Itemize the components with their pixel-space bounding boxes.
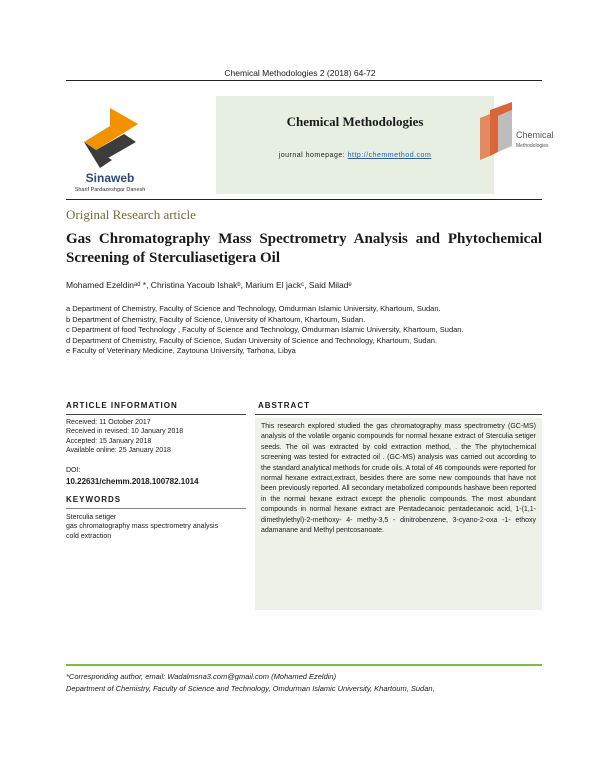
article-info-panel (66, 418, 246, 541)
article-info-heading: ARTICLE INFORMATION (66, 401, 178, 410)
svg-text:Chemical: Chemical (516, 130, 554, 140)
svg-text:Sharif Pardazeshgar Danesh: Sharif Pardazeshgar Danesh (74, 187, 146, 193)
journal-banner (66, 96, 554, 194)
homepage-label: journal homepage: (278, 152, 346, 159)
article-title: Gas Chromatography Mass Spectrometry Analysis and Phytochemical Screening of Sterculiasetigera Oil (66, 231, 542, 266)
header-rule (66, 80, 542, 81)
sinaweb-logo (66, 96, 154, 194)
affiliation-a: a Department of Chemistry, Faculty of Science and Technology, Omdurman Islamic University, Khartoum, Sudan. (66, 304, 441, 313)
keyword-item: Sterculia setiger (66, 513, 117, 521)
doi-label: DOI: (66, 466, 81, 474)
journal-title-box (216, 96, 494, 194)
journal-homepage (216, 152, 494, 159)
corresponding-address: Department of Chemistry, Faculty of Science and Technology, Omdurman Islamic University, Khartoum, Sudan, (66, 684, 435, 693)
abstract-rule (255, 414, 542, 415)
affiliations (66, 304, 542, 357)
online-date: Available online: 25 January 2018 (66, 447, 171, 455)
received-date: Received: 11 October 2017 (66, 419, 151, 426)
keywords-rule (66, 508, 246, 509)
banner-rule (66, 199, 542, 200)
article-type: Original Research article (66, 207, 196, 222)
keyword-item: cold extraction (66, 532, 112, 540)
journal-title: Chemical Methodologies (286, 114, 424, 129)
abstract-heading: ABSTRACT (258, 401, 310, 410)
affiliation-c: c Department of food Technology , Faculty of Science and Technology, Omdurman Islamic University, Khartoum, Sudan. (66, 325, 464, 335)
accepted-date: Accepted: 15 January 2018 (66, 437, 152, 445)
corresponding-author-footnote (66, 671, 542, 695)
running-head: Chemical Methodologies 2 (2018) 64-72 (224, 68, 376, 78)
svg-text:Methodologies: Methodologies (516, 143, 549, 149)
footnote-rule (66, 664, 542, 666)
keyword-item: gas chromatography mass spectrometry analysis (66, 523, 219, 531)
corresponding-email: *Corresponding author, email: Wadalmsna3.com@gmail.com (Mohamed Ezeldin) (66, 672, 337, 681)
affiliation-d: d Department of Chemistry, Faculty of Science, Sudan University of Science and Technology, Khartoum, Sudan. (66, 335, 438, 345)
affiliation-b: b Department of Chemistry, Faculty of Science, University of Khartoum, Khartoum, Sudan. (66, 314, 366, 324)
article-info-rule (66, 414, 246, 415)
doi-value[interactable]: 10.22631/chemm.2018.100782.1014 (66, 477, 199, 487)
keywords-heading: KEYWORDS (66, 495, 122, 505)
abstract-body: This research explored studied the gas chromatography mass spectrometry (GC-MS) analysis of the volatile organic compounds for normal hexane extract of Sterculia setiger seeds. The oil was extracted by cold extraction method, . the The phytochemical screening was tested for extracted oil . (GC-MS) analysis was carried out according to the standard analytical methods for crude oils. A total of 46 compounds were reported for normal hexane extract,extract, besides there are some new compounds that have not been previously reported. All secondary metabolized compounds hashave been reported in the normal hexane extract except the phenolic compounds. The most abundant compounds in normal hexane extract are Pentadecanoic pentadecanoic acid, 1-(1,1-dimethylethyl)-2-methoxy- 4- methy-3,5 - dinitrobenzene, 3-cyano-2-oxa -1- ethoxy adamanane and Methyl pentcosanoate. (255, 418, 542, 610)
chemical-methodologies-logo (472, 102, 554, 172)
svg-text:Sinaweb: Sinaweb (85, 171, 135, 185)
affiliation-e: e Faculty of Veterinary Medicine, Zaytouna University, Tarhona, Libya (66, 346, 296, 356)
revised-date: Received in revised: 10 January 2018 (66, 428, 184, 436)
homepage-link[interactable]: http://chemmethod.com (347, 152, 432, 159)
author-list: Mohamed Ezeldinᵃᵈ *, Christina Yacoub Ishakᵇ, Marium El jackᶜ, Said Miladᵉ (66, 280, 352, 290)
